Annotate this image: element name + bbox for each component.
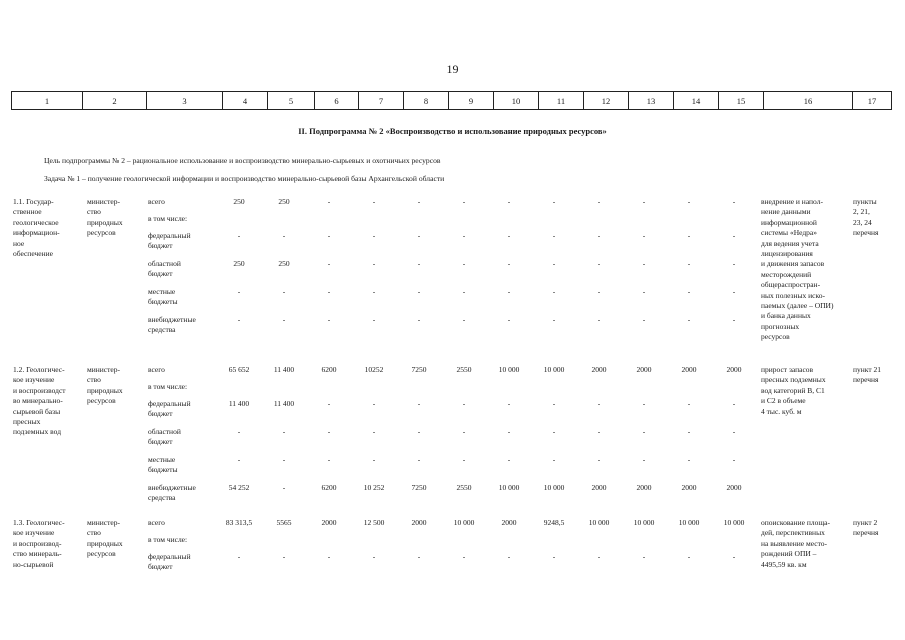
funding-value: - — [507, 399, 511, 408]
funding-value: - — [327, 231, 331, 240]
funding-value: - — [417, 287, 421, 296]
funding-value: - — [552, 552, 556, 561]
column-number-cell: 1 — [12, 92, 83, 110]
funding-value: 250 — [233, 259, 245, 268]
funding-value: - — [552, 259, 556, 268]
expected-result: прирост запасов пресных подземных вод категорий B, C1 и C2 в объеме 4 тыс. куб. м — [761, 365, 826, 416]
funding-value: - — [327, 552, 331, 561]
funding-value: - — [462, 259, 466, 268]
funding-value: 2000 — [591, 483, 607, 492]
funding-value: - — [732, 197, 736, 206]
funding-value: - — [642, 552, 646, 561]
funding-source-label: внебюджетные средства — [148, 315, 196, 335]
funding-value: - — [732, 315, 736, 324]
column-number-cell: 17 — [853, 92, 892, 110]
funding-value: - — [282, 315, 286, 324]
funding-value: 11 400 — [228, 399, 250, 408]
column-number-cell: 8 — [404, 92, 449, 110]
funding-source-label: в том числе: — [148, 535, 188, 544]
funding-value: - — [417, 259, 421, 268]
column-number-cell: 12 — [584, 92, 629, 110]
funding-value: 10 000 — [678, 518, 700, 527]
measure-name: 1.2. Геологичес- кое изучение и воспроизводст во минерально- сырьевой базы пресных подземных вод — [13, 365, 66, 437]
funding-source-label: в том числе: — [148, 214, 188, 223]
measure-name: 1.3. Геологичес- кое изучение и воспроизвод- ство минераль- но-сырьевой — [13, 518, 65, 569]
column-number-cell: 6 — [315, 92, 359, 110]
funding-source-label: областной бюджет — [148, 427, 181, 447]
funding-value: - — [327, 259, 331, 268]
funding-value: 10 000 — [633, 518, 655, 527]
funding-value: 2550 — [456, 483, 472, 492]
funding-value: - — [462, 455, 466, 464]
funding-value: 2000 — [726, 483, 742, 492]
funding-value: 10 252 — [363, 483, 385, 492]
funding-value: - — [372, 455, 376, 464]
funding-value: 10 000 — [498, 483, 520, 492]
funding-source-label: местные бюджеты — [148, 287, 178, 307]
section-title: II. Подпрограмма № 2 «Воспроизводство и использование природных ресурсов» — [298, 126, 607, 136]
funding-value: - — [597, 427, 601, 436]
funding-value: - — [732, 231, 736, 240]
funding-value: - — [462, 231, 466, 240]
funding-value: - — [642, 427, 646, 436]
funding-value: - — [327, 399, 331, 408]
funding-value: 2000 — [681, 365, 697, 374]
funding-value: - — [687, 455, 691, 464]
funding-value: - — [372, 231, 376, 240]
column-number-cell: 9 — [449, 92, 494, 110]
funding-value: 250 — [278, 259, 290, 268]
funding-value: - — [282, 231, 286, 240]
subprogram-goal: Цель подпрограммы № 2 – рациональное использование и воспроизводство минерально-сырьевых и охотничьих ресурсов — [44, 156, 441, 165]
funding-value: - — [507, 231, 511, 240]
expected-result: внедрение и напол- нение данными информационной системы «Недра» для ведения учета лицензирования и движения запасов месторождений общераспростран- ных полезных иско- паемых (далее – ОПИ) и банка данных прогнозных ресурсов — [761, 197, 834, 342]
funding-value: - — [552, 427, 556, 436]
funding-value: - — [327, 197, 331, 206]
funding-value: - — [687, 287, 691, 296]
funding-value: - — [282, 427, 286, 436]
funding-value: 5565 — [276, 518, 292, 527]
funding-value: 2000 — [681, 483, 697, 492]
funding-value: - — [597, 287, 601, 296]
funding-value: - — [417, 197, 421, 206]
column-number-cell: 11 — [539, 92, 584, 110]
funding-source-label: федеральный бюджет — [148, 231, 191, 251]
funding-value: 10 000 — [588, 518, 610, 527]
funding-value: - — [372, 197, 376, 206]
funding-value: 2000 — [591, 365, 607, 374]
funding-value: - — [372, 287, 376, 296]
funding-value: - — [372, 315, 376, 324]
funding-value: - — [462, 197, 466, 206]
funding-value: - — [237, 315, 241, 324]
funding-value: 10 000 — [543, 483, 565, 492]
funding-source-label: всего — [148, 197, 165, 206]
funding-value: - — [642, 315, 646, 324]
funding-value: - — [327, 287, 331, 296]
funding-value: - — [417, 315, 421, 324]
funding-value: - — [597, 315, 601, 324]
funding-value: - — [552, 287, 556, 296]
funding-value: - — [237, 231, 241, 240]
funding-value: 54 252 — [228, 483, 250, 492]
funding-value: 7250 — [411, 483, 427, 492]
funding-source-label: федеральный бюджет — [148, 552, 191, 572]
funding-value: - — [507, 427, 511, 436]
funding-value: 6200 — [321, 365, 337, 374]
funding-value: 2000 — [501, 518, 517, 527]
column-number-cell: 10 — [494, 92, 539, 110]
funding-value: - — [282, 483, 286, 492]
funding-value: - — [552, 315, 556, 324]
funding-value: - — [462, 287, 466, 296]
funding-value: - — [732, 287, 736, 296]
measure-executor: министер- ство природных ресурсов — [87, 197, 123, 238]
funding-value: - — [507, 197, 511, 206]
funding-value: - — [507, 552, 511, 561]
funding-value: - — [327, 315, 331, 324]
funding-value: - — [237, 552, 241, 561]
funding-source-label: местные бюджеты — [148, 455, 178, 475]
funding-value: - — [282, 287, 286, 296]
column-number-header — [11, 91, 892, 110]
funding-source-label: областной бюджет — [148, 259, 181, 279]
funding-value: - — [237, 455, 241, 464]
funding-value: 2000 — [636, 365, 652, 374]
funding-value: 9248,5 — [543, 518, 565, 527]
funding-value: 6200 — [321, 483, 337, 492]
funding-value: - — [417, 399, 421, 408]
funding-value: 65 652 — [228, 365, 250, 374]
funding-value: 2550 — [456, 365, 472, 374]
funding-source-label: в том числе: — [148, 382, 188, 391]
funding-value: - — [327, 455, 331, 464]
funding-value: - — [372, 427, 376, 436]
funding-value: - — [372, 259, 376, 268]
measure-name: 1.1. Государ- ственное геологическое информацион- ное обеспечение — [13, 197, 60, 259]
funding-value: - — [282, 552, 286, 561]
funding-value: - — [732, 427, 736, 436]
funding-value: 12 500 — [363, 518, 385, 527]
funding-value: - — [687, 259, 691, 268]
funding-value: 10 000 — [723, 518, 745, 527]
funding-value: - — [687, 399, 691, 408]
funding-value: - — [597, 231, 601, 240]
funding-value: - — [687, 231, 691, 240]
column-number-cell: 5 — [268, 92, 315, 110]
funding-value: 10 000 — [498, 365, 520, 374]
funding-value: - — [687, 315, 691, 324]
funding-value: - — [327, 427, 331, 436]
funding-source-label: внебюджетные средства — [148, 483, 196, 503]
funding-value: - — [642, 259, 646, 268]
funding-value: 83 313,5 — [225, 518, 253, 527]
funding-value: - — [507, 287, 511, 296]
funding-value: - — [507, 455, 511, 464]
funding-value: - — [507, 315, 511, 324]
list-reference: пункт 2 перечня — [853, 518, 879, 538]
funding-value: - — [642, 455, 646, 464]
funding-value: - — [687, 197, 691, 206]
funding-value: - — [732, 259, 736, 268]
funding-value: - — [642, 399, 646, 408]
page-number: 19 — [446, 62, 459, 76]
column-number-cell: 16 — [764, 92, 853, 110]
funding-value: - — [597, 259, 601, 268]
funding-value: - — [282, 455, 286, 464]
measure-executor: министер- ство природных ресурсов — [87, 518, 123, 559]
funding-value: 11 400 — [273, 365, 295, 374]
funding-value: - — [732, 455, 736, 464]
funding-value: - — [237, 287, 241, 296]
funding-value: - — [507, 259, 511, 268]
funding-value: - — [597, 552, 601, 561]
funding-value: 10 000 — [543, 365, 565, 374]
funding-value: 250 — [278, 197, 290, 206]
funding-value: - — [417, 552, 421, 561]
funding-value: - — [597, 455, 601, 464]
funding-value: - — [642, 231, 646, 240]
funding-value: - — [552, 231, 556, 240]
funding-value: 2000 — [726, 365, 742, 374]
funding-value: 10252 — [364, 365, 384, 374]
funding-value: - — [597, 197, 601, 206]
funding-value: - — [732, 399, 736, 408]
funding-value: - — [417, 427, 421, 436]
subprogram-task: Задача № 1 – получение геологической информации и воспроизводство минерально-сырьевой базы Архангельской области — [44, 174, 445, 183]
funding-value: - — [417, 231, 421, 240]
column-number-cell: 4 — [223, 92, 268, 110]
funding-value: 7250 — [411, 365, 427, 374]
expected-result: опоискование площа- дей, перспективных на выявление место- рождений ОПИ – 4495,59 кв. км — [761, 518, 830, 569]
funding-value: - — [552, 399, 556, 408]
funding-value: - — [687, 552, 691, 561]
column-number-cell: 14 — [674, 92, 719, 110]
funding-value: - — [642, 287, 646, 296]
column-number-cell: 3 — [147, 92, 223, 110]
list-reference: пункт 21 перечня — [853, 365, 881, 385]
funding-value: 250 — [233, 197, 245, 206]
funding-value: - — [462, 427, 466, 436]
column-number-cell: 15 — [719, 92, 764, 110]
funding-value: - — [417, 455, 421, 464]
funding-value: 2000 — [636, 483, 652, 492]
list-reference: пункты 2, 21, 23, 24 перечня — [853, 197, 879, 238]
funding-value: - — [552, 455, 556, 464]
funding-value: - — [372, 552, 376, 561]
funding-value: 2000 — [321, 518, 337, 527]
column-number-cell: 13 — [629, 92, 674, 110]
funding-value: - — [462, 399, 466, 408]
funding-value: - — [552, 197, 556, 206]
funding-value: - — [237, 427, 241, 436]
column-number-cell: 2 — [83, 92, 147, 110]
funding-value: - — [462, 552, 466, 561]
column-number-cell: 7 — [359, 92, 404, 110]
funding-source-label: всего — [148, 365, 165, 374]
funding-value: - — [462, 315, 466, 324]
funding-value: - — [687, 427, 691, 436]
funding-source-label: федеральный бюджет — [148, 399, 191, 419]
funding-value: 2000 — [411, 518, 427, 527]
funding-source-label: всего — [148, 518, 165, 527]
measure-executor: министер- ство природных ресурсов — [87, 365, 123, 406]
funding-value: - — [642, 197, 646, 206]
funding-value: - — [732, 552, 736, 561]
funding-value: - — [372, 399, 376, 408]
funding-value: 11 400 — [273, 399, 295, 408]
funding-value: - — [597, 399, 601, 408]
funding-value: 10 000 — [453, 518, 475, 527]
